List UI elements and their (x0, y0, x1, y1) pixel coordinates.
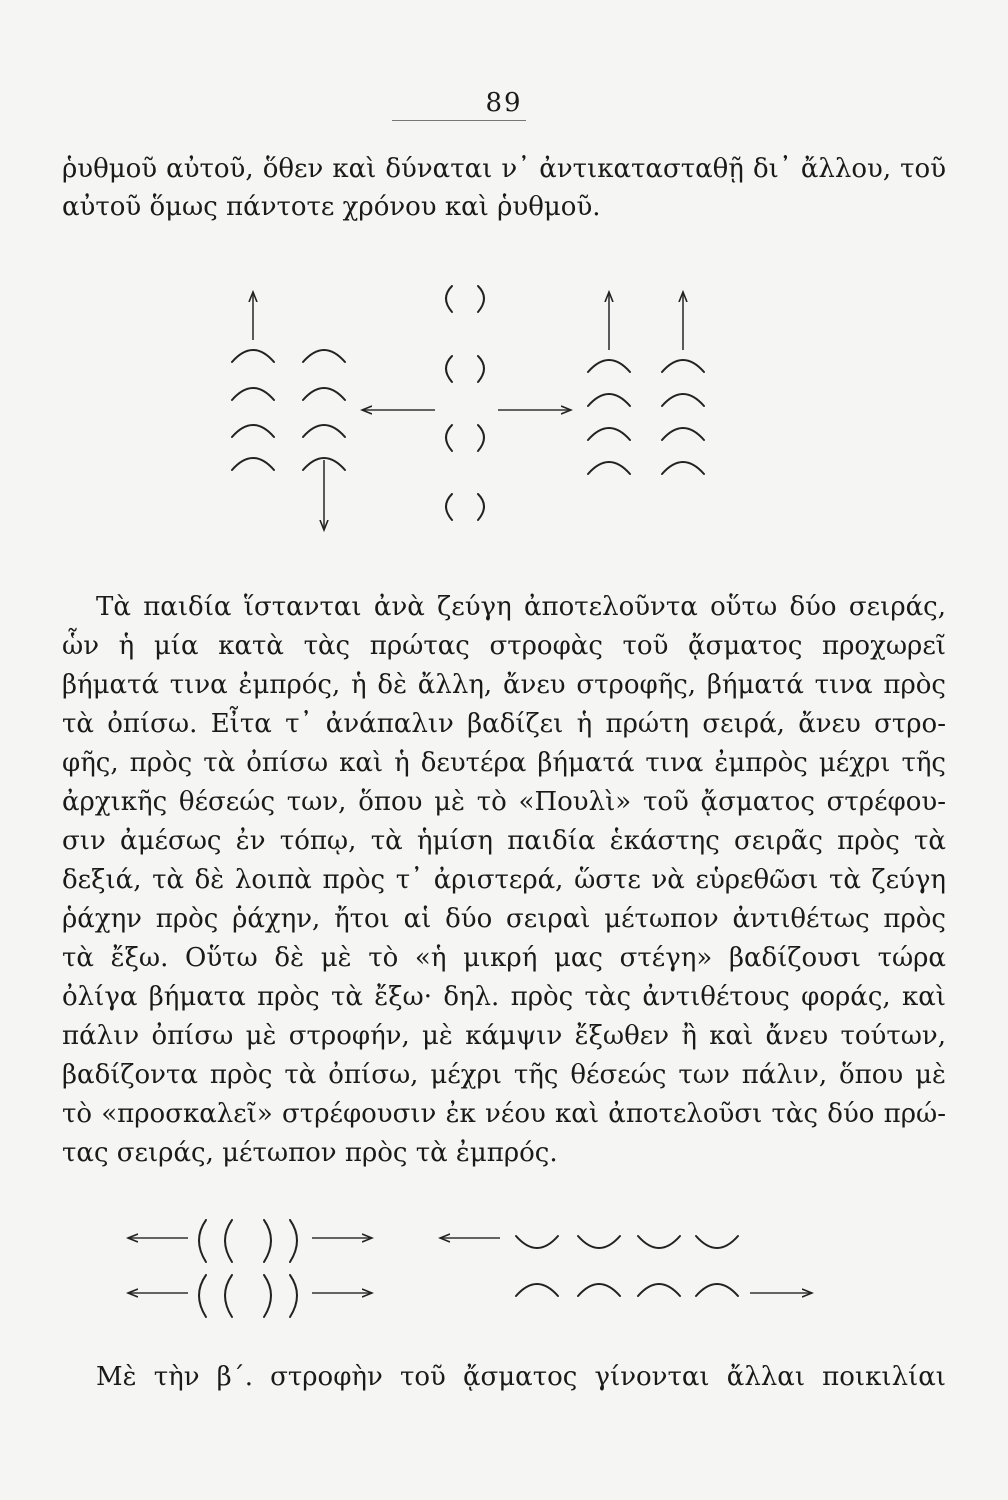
text-line: τὰ ὀπίσω. Εἶτα τ᾿ ἀνάπαλιν βαδίζει ἡ πρώτη σειρά, ἄνευ στρο- (62, 709, 946, 739)
text-line: δεξιά, τὰ δὲ λοιπὰ πρὸς τ᾿ ἀριστερά, ὥστε νὰ εὑρεθῶσι τὰ ζεύγη (62, 865, 946, 895)
text-line: τὸ «προσκαλεῖ» στρέφουσιν ἐκ νέου καὶ ἀποτελοῦσι τὰς δύο πρώ- (62, 1099, 946, 1129)
text-line: ὀλίγα βήματα πρὸς τὰ ἔξω· δηλ. πρὸς τὰς ἀντιθέτους φοράς, καὶ (62, 982, 946, 1012)
text-line: φῆς, πρὸς τὰ ὀπίσω καὶ ἡ δευτέρα βήματά τινα ἐμπρὸς μέχρι τῆς (62, 748, 946, 778)
text-line: βαδίζοντα πρὸς τὰ ὀπίσω, μέχρι τῆς θέσεώς των πάλιν, ὅπου μὲ (62, 1060, 946, 1090)
text-line: πάλιν ὀπίσω μὲ στροφήν, μὲ κάμψιν ἔξωθεν ἢ καὶ ἄνευ τούτων, (62, 1021, 946, 1051)
text-line: Τὰ παιδία ἵστανται ἀνὰ ζεύγη ἀποτελοῦντα οὕτω δύο σειράς, (96, 592, 946, 622)
text-line: αὐτοῦ ὅμως πάντοτε χρόνου καὶ ῥυθμοῦ. (62, 192, 601, 222)
left-pairs-group (128, 1220, 372, 1317)
text-line: Μὲ τὴν β΄. στροφὴν τοῦ ᾄσματος γίνονται ἄλλαι ποικιλίαι (96, 1362, 946, 1392)
page-number: 89 (485, 88, 523, 118)
text-line: ῥυθμοῦ αὐτοῦ, ὅθεν καὶ δύναται ν᾿ ἀντικατασταθῇ δι᾿ ἄλλου, τοῦ (62, 154, 946, 184)
text-line: σιν ἀμέσως ἐν τόπῳ, τὰ ἡμίση παιδία ἑκάστης σειρᾶς πρὸς τὰ (62, 826, 946, 856)
text-line: ἀρχικῆς θέσεώς των, ὅπου μὲ τὸ «Πουλὶ» τοῦ ᾄσματος στρέφου- (62, 787, 946, 817)
right-pairs-group (440, 1236, 812, 1296)
text-line: ῥάχην πρὸς ῥάχην, ἤτοι αἱ δύο σειραὶ μέτωπον ἀντιθέτως πρὸς (62, 904, 946, 934)
text-line: βήματά τινα ἐμπρός, ἡ δὲ ἄλλη, ἄνευ στροφῆς, βήματά τινα πρὸς (62, 670, 946, 700)
text-line: ὧν ἡ μία κατὰ τὰς πρώτας στροφὰς τοῦ ᾄσματος προχωρεῖ (62, 631, 946, 661)
text-line: τὰ ἔξω. Οὕτω δὲ μὲ τὸ «ἡ μικρή μας στέγη» βαδίζουσι τώρα (62, 943, 946, 973)
text-line: τας σειράς, μέτωπον πρὸς τὰ ἐμπρός. (62, 1138, 558, 1168)
